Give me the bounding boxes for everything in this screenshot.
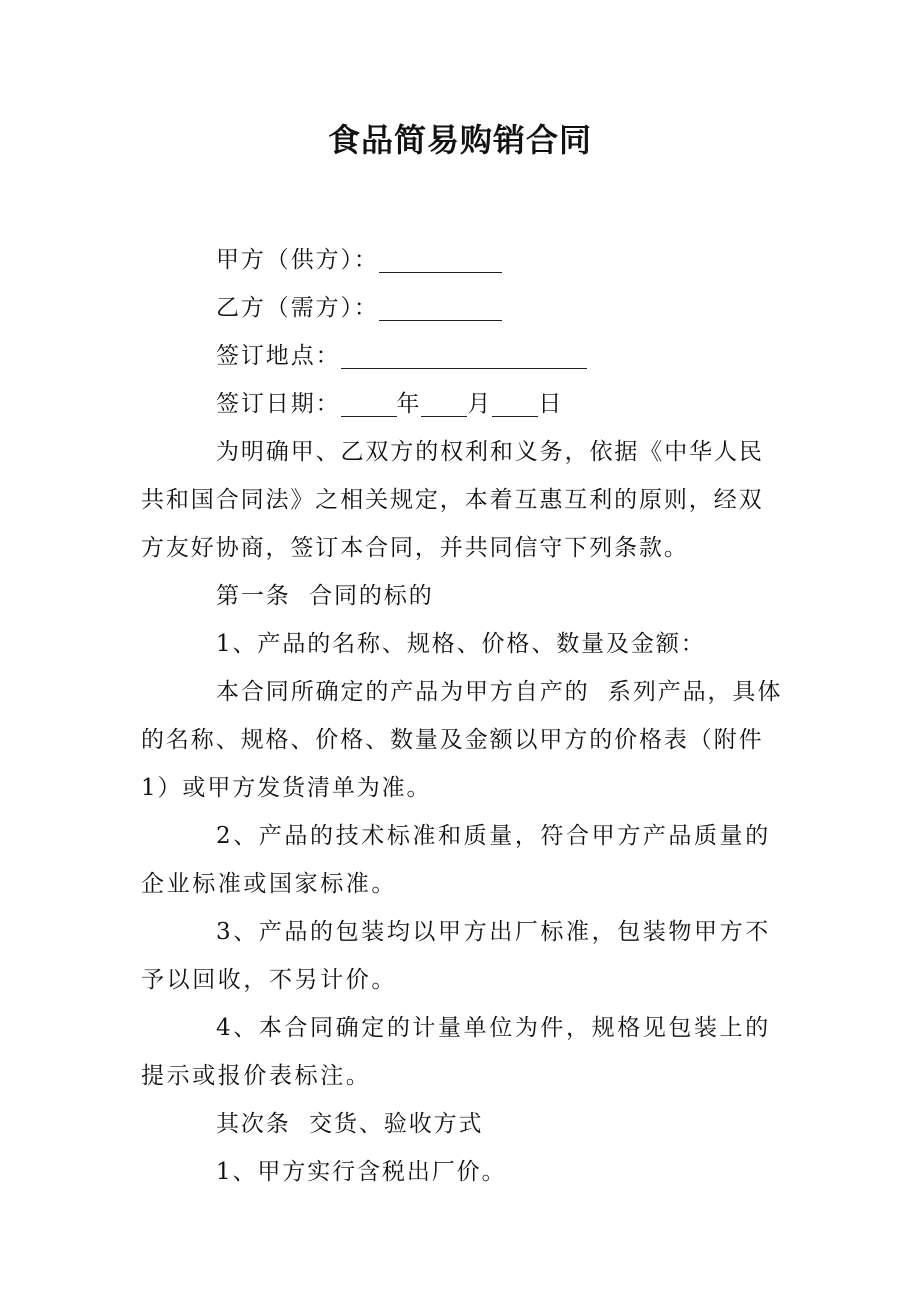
year-label: 年 — [396, 391, 422, 417]
article-1-item-2: 2、产品的技术标准和质量，符合甲方产品质量的企业标准或国家标准。 — [141, 823, 771, 897]
party-b-label: 乙方（需方）： — [216, 295, 379, 321]
intro-paragraph: 为明确甲、乙双方的权利和义务，依据《中华人民共和国合同法》之相关规定，本着互惠互利的原则，经双方友好协商，签订本合同，并共同信守下列条款。 — [141, 439, 764, 561]
date-line — [141, 380, 786, 428]
article-1-item-1: 1、产品的名称、规格、价格、数量及金额： — [216, 631, 706, 657]
day-label: 日 — [538, 391, 564, 417]
article-1-item-4: 4、本合同确定的计量单位为件，规格见包装上的提示或报价表标注。 — [141, 1015, 771, 1089]
document-title: 食品简易购销合同 — [327, 121, 592, 159]
month-blank — [421, 386, 467, 417]
article-1-item-1-detail: 本合同所确定的产品为甲方自产的 系列产品，具体的名称、规格、价格、数量及金额以甲方的价格表（附件1）或甲方发货清单为准。 — [141, 679, 783, 801]
year-blank — [341, 386, 397, 417]
party-a-label: 甲方（供方）： — [216, 247, 379, 273]
article-2-item-1: 1、甲方实行含税出厂价。 — [216, 1159, 507, 1185]
party-a-line — [141, 236, 786, 284]
article-1-heading: 第一条 合同的标的 — [216, 583, 434, 609]
party-b-blank — [379, 290, 502, 321]
document-body — [141, 236, 786, 1196]
date-label: 签订日期： — [216, 391, 341, 417]
place-blank — [341, 338, 587, 369]
article-1-item-3: 3、产品的包装均以甲方出厂标准，包装物甲方不予以回收，不另计价。 — [141, 919, 771, 993]
place-label: 签订地点： — [216, 343, 341, 369]
party-b-line — [141, 284, 786, 332]
party-a-blank — [379, 242, 502, 273]
month-label: 月 — [467, 391, 493, 417]
day-blank — [492, 386, 538, 417]
article-2-heading: 其次条 交货、验收方式 — [216, 1111, 484, 1137]
place-line — [141, 332, 786, 380]
